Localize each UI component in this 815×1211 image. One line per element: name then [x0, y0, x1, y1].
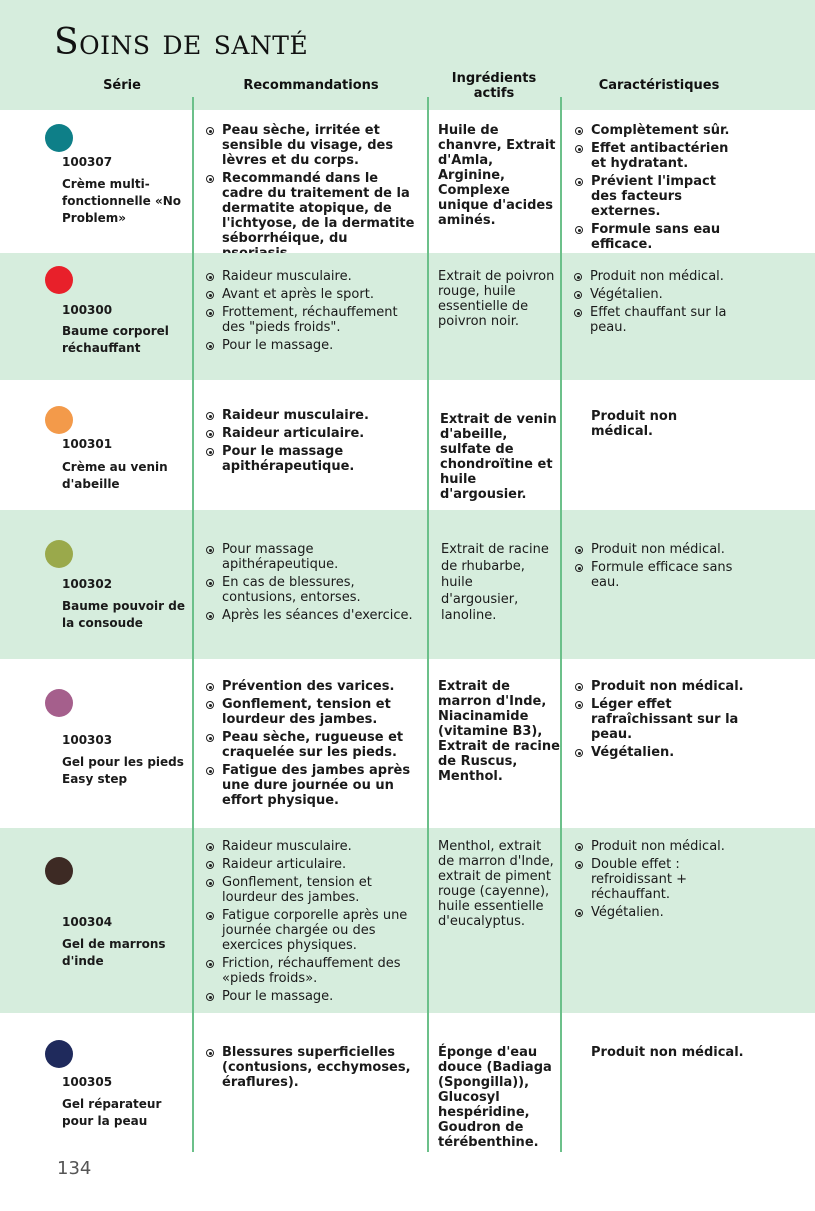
list-item: Pour le massage apithérapeutique.: [205, 444, 415, 474]
product-name: Gel pour les pieds Easy step: [62, 755, 184, 786]
features-list: [574, 123, 744, 255]
list-item: Raideur articulaire.: [205, 426, 415, 441]
list-item: Double effet : refroidissant + réchauffant.: [574, 857, 744, 902]
product-name: Gel de marrons d'inde: [62, 937, 166, 968]
feature-text: Produit non médical.: [591, 409, 678, 439]
ingredients-text: Huile de chanvre, Extrait d'Amla, Arginine, Complexe unique d'acides aminés.: [438, 123, 556, 228]
table-row: [0, 253, 815, 380]
list-item: Végétalien.: [574, 745, 744, 760]
list-item: Prévention des varices.: [205, 679, 415, 694]
list-item: Fatigue des jambes après une dure journée ou un effort physique.: [205, 763, 415, 808]
list-item: Fatigue corporelle après une journée chargée ou des exercices physiques.: [205, 908, 415, 953]
features-list: [574, 542, 744, 593]
list-item: Gonflement, tension et lourdeur des jambes.: [205, 697, 415, 727]
list-item: Raideur musculaire.: [205, 408, 415, 423]
list-item: Friction, réchauffement des «pieds froids».: [205, 956, 415, 986]
list-item: Effet chauffant sur la peau.: [573, 305, 743, 335]
list-item: Produit non médical.: [574, 542, 744, 557]
list-item: Raideur musculaire.: [205, 839, 415, 854]
product-name: Baume pouvoir de la consoude: [62, 599, 185, 630]
column-divider: [427, 97, 429, 1152]
product-name: Gel réparateur pour la peau: [62, 1097, 162, 1128]
product-code: 100307: [62, 155, 113, 169]
table-row: [0, 828, 815, 1013]
recommendations-list: [205, 269, 415, 356]
recommendations-list: [205, 839, 415, 1007]
table-row: [0, 380, 815, 510]
product-code: 100300: [62, 303, 113, 317]
list-item: Raideur musculaire.: [205, 269, 415, 284]
product-name: Baume corporel réchauffant: [62, 324, 169, 355]
series-color-dot: [45, 124, 73, 152]
list-item: Avant et après le sport.: [205, 287, 415, 302]
list-item: Frottement, réchauffement des "pieds froids".: [205, 305, 415, 335]
product-name: Crème multi-fonctionnelle «No Problem»: [62, 177, 182, 225]
recommendations-list: [205, 679, 415, 811]
list-item: Végétalien.: [573, 287, 743, 302]
series-color-dot: [45, 1040, 73, 1068]
list-item: Pour massage apithérapeutique.: [205, 542, 415, 572]
table-row: [0, 1013, 815, 1153]
recommendations-list: [205, 542, 415, 626]
list-item: Pour le massage.: [205, 989, 415, 1004]
column-divider: [560, 97, 562, 1152]
list-item: Complètement sûr.: [574, 123, 744, 138]
list-item: Blessures superficielles (contusions, ecchymoses, éraflures).: [205, 1045, 415, 1090]
list-item: Peau sèche, irritée et sensible du visage, des lèvres et du corps.: [205, 123, 415, 168]
header-ingredients-line2: actifs: [473, 86, 515, 101]
list-item: Recommandé dans le cadre du traitement de la dermatite atopique, de l'ichtyose, de la dermatite séborrhéique, du: [205, 171, 415, 261]
list-item: Effet antibactérien et hydratant.: [574, 141, 744, 171]
list-item: En cas de blessures, contusions, entorses.: [205, 575, 415, 605]
features-list: [574, 679, 744, 763]
page-title: Soins de santé: [54, 22, 309, 63]
list-item: Produit non médical.: [573, 269, 743, 284]
header-ingredients-line1: Ingrédients: [451, 71, 537, 86]
product-code: 100304: [62, 915, 113, 929]
series-color-dot: [45, 857, 73, 885]
recommendations-list: [205, 1045, 415, 1093]
table-row: [0, 110, 815, 253]
header-caracteristiques: Caractéristiques: [598, 78, 720, 93]
ingredients-text: Extrait de racine de rhubarbe, huile d'argousier, lanoline.: [441, 542, 549, 623]
product-code: 100302: [62, 577, 113, 591]
ingredients-text: Éponge d'eau douce (Badiaga (Spongilla)), Glucosyl hespéridine, Goudron de térébenthine.: [438, 1045, 552, 1150]
list-item: Peau sèche, rugueuse et craquelée sur les pieds.: [205, 730, 415, 760]
features-list: [574, 839, 744, 923]
list-item: Raideur articulaire.: [205, 857, 415, 872]
product-name: Crème au venin d'abeille: [62, 460, 168, 491]
ingredients-text: Menthol, extrait de marron d'Inde, extrait de piment rouge (cayenne), huile essentielle d'eucalyptus.: [438, 839, 554, 929]
ingredients-text: Extrait de poivron rouge, huile essentielle de poivron noir.: [438, 269, 555, 329]
series-color-dot: [45, 540, 73, 568]
header-serie: Série: [103, 78, 141, 93]
list-item: Gonflement, tension et lourdeur des jambes.: [205, 875, 415, 905]
ingredients-text: Extrait de venin d'abeille, sulfate de chondroïtine et huile d'argousier.: [440, 412, 557, 502]
list-item: Produit non médical.: [574, 839, 744, 854]
series-color-dot: [45, 266, 73, 294]
header-ingredients: [430, 71, 558, 101]
recommendations-list: [205, 408, 415, 477]
column-divider: [192, 97, 194, 1152]
product-code: 100301: [62, 437, 113, 451]
ingredients-text: Extrait de marron d'Inde, Niacinamide (vitamine B3), Extrait de racine de Ruscus, Menthol.: [438, 679, 560, 784]
series-color-dot: [45, 689, 73, 717]
features-list: [573, 269, 743, 338]
list-item: Pour le massage.: [205, 338, 415, 353]
list-item: Végétalien.: [574, 905, 744, 920]
table-row: [0, 510, 815, 659]
series-color-dot: [45, 406, 73, 434]
recommendations-list: [205, 123, 415, 264]
product-code: 100305: [62, 1075, 113, 1089]
list-item: Prévient l'impact des facteurs externes.: [574, 174, 744, 219]
feature-text: Produit non médical.: [591, 1045, 744, 1060]
product-code: 100303: [62, 733, 113, 747]
list-item: Après les séances d'exercice.: [205, 608, 415, 623]
list-item: Formule sans eau efficace.: [574, 222, 744, 252]
list-item: Léger effet rafraîchissant sur la peau.: [574, 697, 744, 742]
list-item: Produit non médical.: [574, 679, 744, 694]
page-number: 134: [57, 1158, 92, 1179]
list-item: Formule efficace sans eau.: [574, 560, 744, 590]
table-row: [0, 659, 815, 828]
header-recommandations: Recommandations: [243, 78, 379, 93]
